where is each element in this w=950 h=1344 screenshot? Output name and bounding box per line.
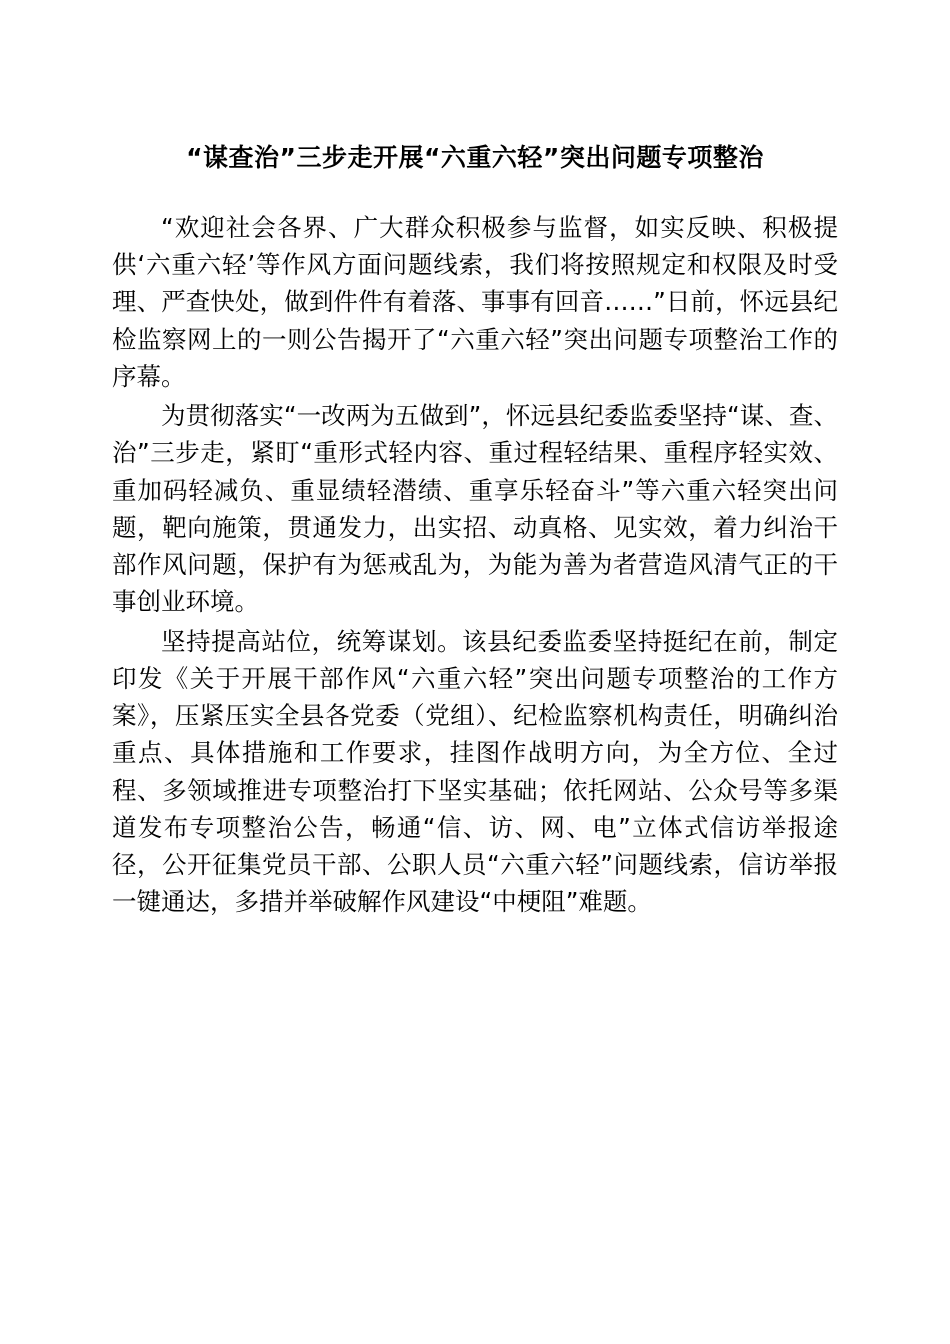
paragraph-3: 坚持提高站位，统筹谋划。该县纪委监委坚持挺纪在前，制定印发《关于开展干部作风“六重六轻”突出问题专项整治的工作方案》，压紧压实全县各党委（党组）、纪检监察机构责任，明确纠治重点、具体措施和工作要求，挂图作战明方向，为全方位、全过程、多领域推进专项整治打下坚实基础；依托网站、公众号等多渠道发布专项整治公告，畅通“信、访、网、电”立体式信访举报途径，公开征集党员干部、公职人员“六重六轻”问题线索，信访举报一键通达，多措并举破解作风建设“中梗阻”难题。 xyxy=(112,626,838,917)
page-title: “谋查治”三步走开展“六重六轻”突出问题专项整治 xyxy=(186,143,764,172)
document-body xyxy=(112,209,838,920)
paragraph-2: 为贯彻落实“一改两为五做到”，怀远县纪委监委坚持“谋、查、治”三步走，紧盯“重形式轻内容、重过程轻结果、重程序轻实效、重加码轻减负、重显绩轻潜绩、重享乐轻奋斗”等六重六轻突出问题，靶向施策，贯通发力，出实招、动真格、见实效，着力纠治干部作风问题，保护有为惩戒乱为，为能为善为者营造风清气正的干事创业环境。 xyxy=(112,401,838,617)
paragraph-1: “欢迎社会各界、广大群众积极参与监督，如实反映、积极提供‘六重六轻’等作风方面问题线索，我们将按照规定和权限及时受理、严查快处，做到件件有着落、事事有回音……”日前，怀远县纪检监察网上的一则公告揭开了“六重六轻”突出问题专项整治工作的序幕。 xyxy=(112,213,838,391)
